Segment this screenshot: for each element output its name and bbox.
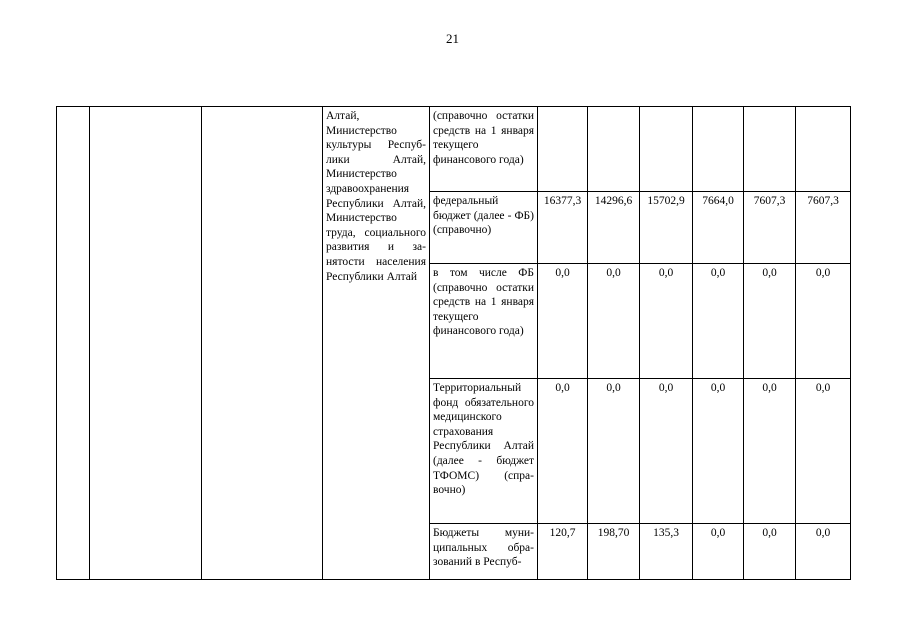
- value-cell: 0,0: [744, 524, 796, 580]
- funding-source-cell: (справочно остатки средств на 1 января текущего финансового года): [430, 107, 538, 192]
- value-cell: 0,0: [588, 264, 640, 379]
- value-cell: [640, 107, 693, 192]
- value-cell: 135,3: [640, 524, 693, 580]
- value-cell: 0,0: [538, 264, 588, 379]
- value-cell: 0,0: [693, 264, 744, 379]
- funding-source-cell: федеральный бюджет (далее - ФБ) (справочно): [430, 192, 538, 264]
- value-cell: 0,0: [796, 524, 851, 580]
- funding-source-cell: в том числе ФБ (справочно остатки средств на 1 января текущего финансового года): [430, 264, 538, 379]
- value-cell: 0,0: [744, 379, 796, 524]
- value-cell: 16377,3: [538, 192, 588, 264]
- value-cell: 0,0: [538, 379, 588, 524]
- value-cell: 198,70: [588, 524, 640, 580]
- value-cell: 15702,9: [640, 192, 693, 264]
- number-cell: [57, 107, 90, 580]
- program-finance-table: [56, 106, 851, 580]
- value-cell: 0,0: [693, 524, 744, 580]
- value-cell: 0,0: [640, 379, 693, 524]
- value-cell: 0,0: [796, 264, 851, 379]
- funding-source-cell: Территориальный фонд обязательного медицинского страхования Республики Алтай (далее - бюджет ТФОМС) (справочно): [430, 379, 538, 524]
- executors-cell: Алтай, Министерство культуры Республики Алтай, Министерство здравоохранения Республики Алтай, Министерство труда, социального развития и занятости населения Республики Алтай: [323, 107, 430, 580]
- value-cell: 0,0: [744, 264, 796, 379]
- page-number: 21: [446, 31, 459, 46]
- value-cell: 7607,3: [744, 192, 796, 264]
- value-cell: [538, 107, 588, 192]
- value-cell: [588, 107, 640, 192]
- value-cell: 0,0: [693, 379, 744, 524]
- value-cell: 14296,6: [588, 192, 640, 264]
- value-cell: 7607,3: [796, 192, 851, 264]
- value-cell: 0,0: [796, 379, 851, 524]
- value-cell: 0,0: [588, 379, 640, 524]
- name-cell: [90, 107, 202, 580]
- table-row: [57, 107, 851, 192]
- value-cell: [744, 107, 796, 192]
- period-cell: [202, 107, 323, 580]
- value-cell: 7664,0: [693, 192, 744, 264]
- funding-source-cell: Бюджеты муниципальных образований в Респуб-: [430, 524, 538, 580]
- value-cell: [693, 107, 744, 192]
- value-cell: 120,7: [538, 524, 588, 580]
- value-cell: [796, 107, 851, 192]
- value-cell: 0,0: [640, 264, 693, 379]
